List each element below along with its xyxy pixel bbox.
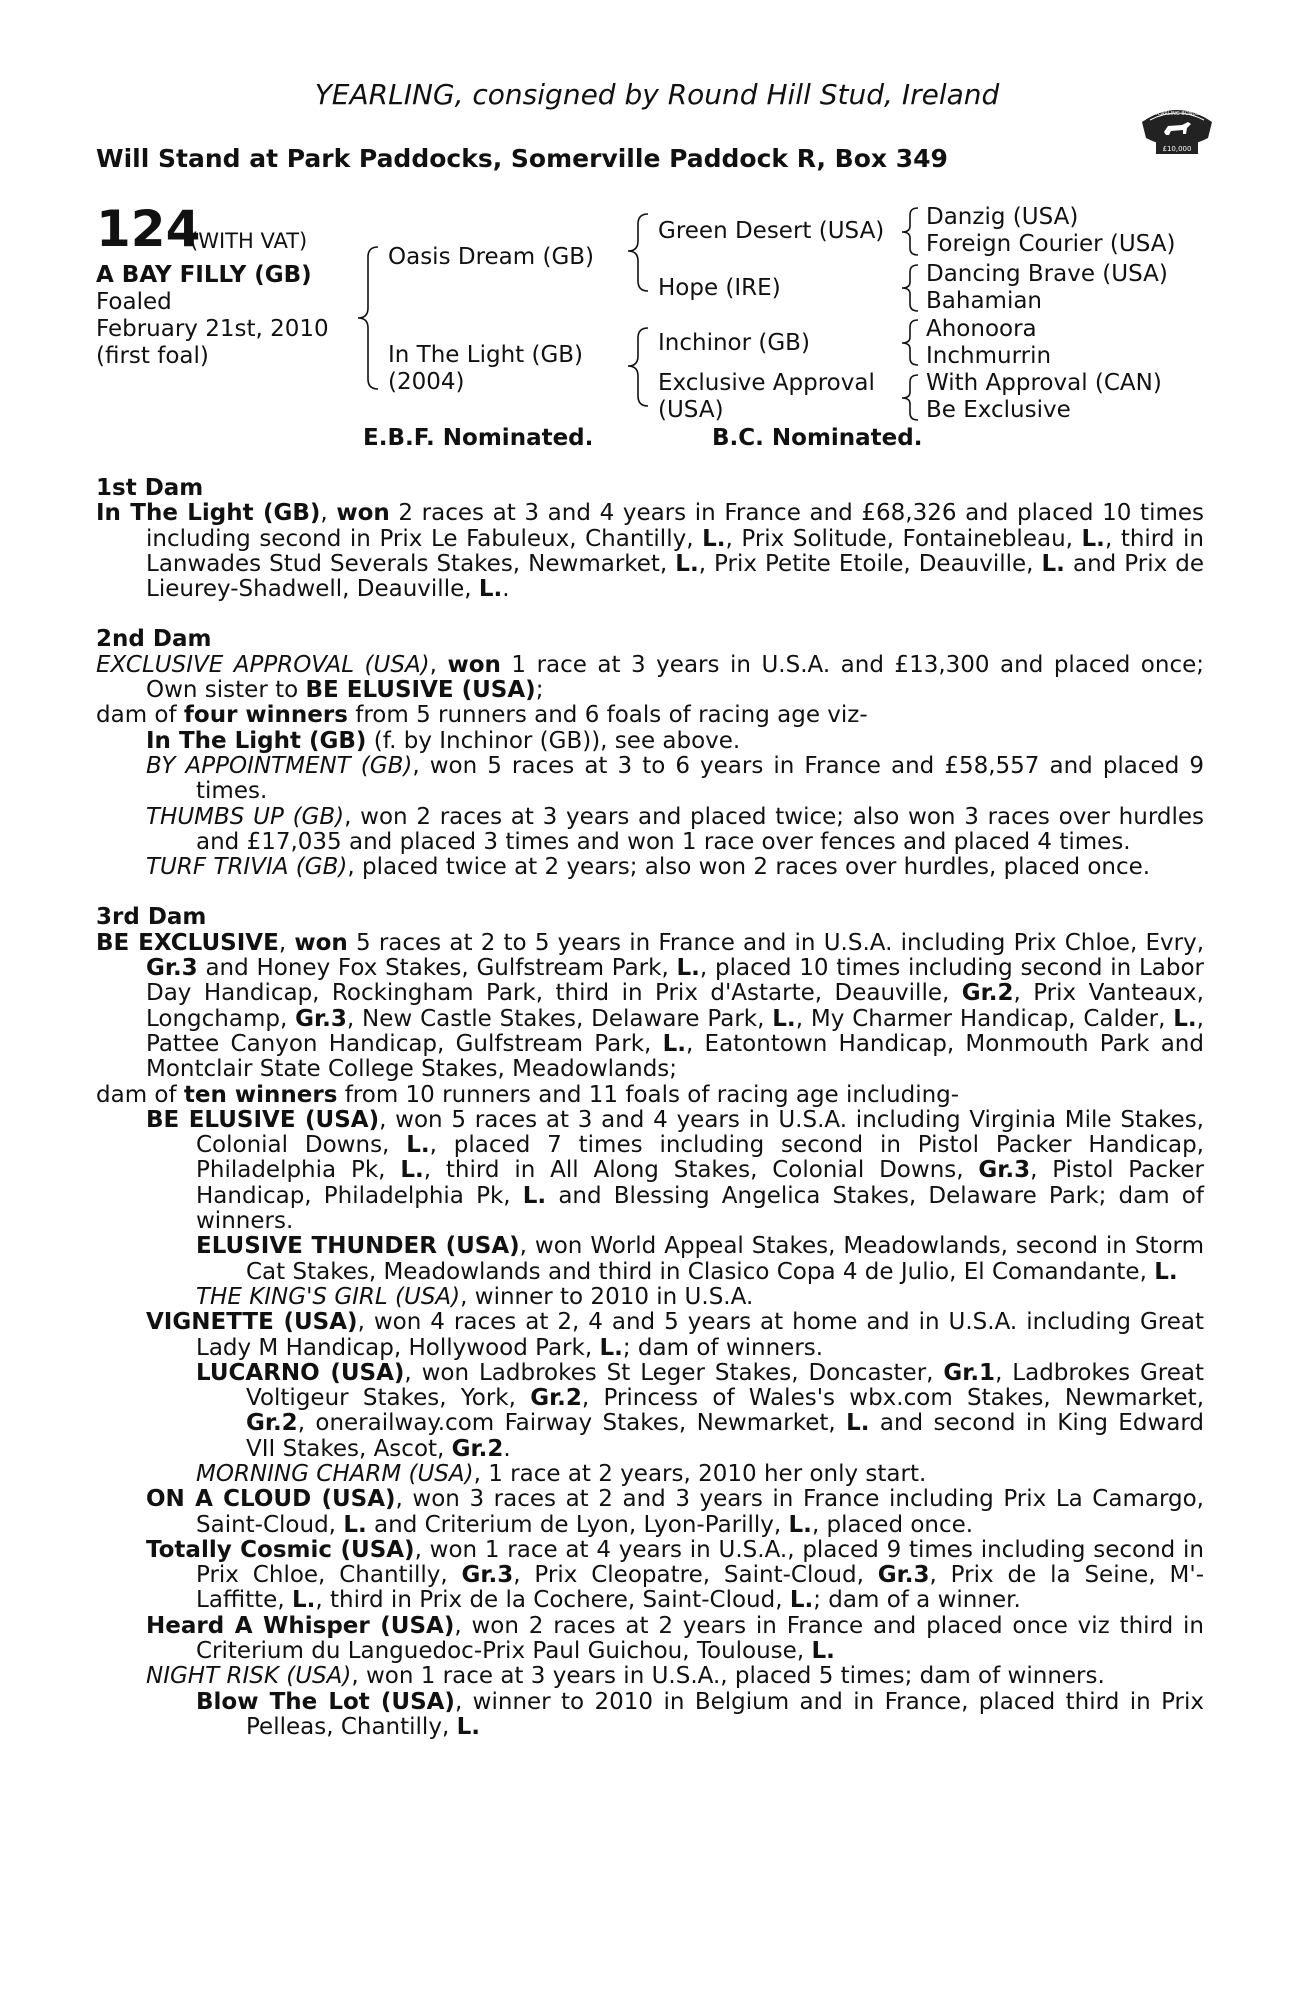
bold-run: L. xyxy=(1041,550,1065,577)
text-run: , third in Lanwades Stud Severals Stakes, Newmarket, xyxy=(146,525,1204,577)
pedigree-entry xyxy=(96,1285,1204,1310)
pedigree-entry xyxy=(96,1487,1204,1538)
text-run: , winner to 2010 in U.S.A. xyxy=(460,1283,754,1310)
bold-run: L. xyxy=(1154,1258,1178,1285)
pedigree-entry xyxy=(96,855,1204,880)
pedigree-dam-line2: (2004) xyxy=(388,369,465,395)
bold-run: Gr.2 xyxy=(451,1435,504,1462)
text-run: , won 1 race at 4 years in U.S.A., placed 9 times including second in Prix Chloe, Chantilly, xyxy=(196,1536,1204,1589)
text-run: , won 5 races at 3 to 6 years in France and £58,557 and placed 9 times. xyxy=(196,752,1204,805)
third-dam-section xyxy=(96,905,1204,1740)
text-run: , Prix Solitude, Fontainebleau, xyxy=(725,525,1082,552)
bold-run: Heard A Whisper (USA) xyxy=(146,1612,455,1639)
bold-run: ON A CLOUD (USA) xyxy=(146,1486,396,1513)
bold-run: BE ELUSIVE (USA) xyxy=(305,677,536,704)
bold-run: ten winners xyxy=(183,1081,338,1108)
text-run: , placed once. xyxy=(811,1511,974,1538)
bold-run: Gr.3 xyxy=(461,1562,514,1589)
bold-run: Gr.3 xyxy=(146,955,198,982)
pedigree-entry xyxy=(96,703,1204,728)
bold-run: L. xyxy=(846,1410,870,1437)
text-run: , Pistol Packer Handicap, Philadelphia Pk, xyxy=(196,1157,1204,1209)
bold-run: L. xyxy=(599,1334,623,1361)
pedigree-sire-dam: Hope (IRE) xyxy=(658,275,781,301)
brace-main xyxy=(358,247,378,389)
bold-run: L. xyxy=(662,1030,686,1057)
pedigree-entry xyxy=(96,1310,1204,1361)
text-run: , My Charmer Handicap, Calder, xyxy=(795,1005,1174,1032)
brace-gs1 xyxy=(902,208,918,255)
pedigree-entry xyxy=(96,1462,1204,1487)
brace-gs4 xyxy=(902,375,918,420)
bc-nominated: B.C. Nominated. xyxy=(712,425,923,451)
pedigree-gs1: Danzig (USA) xyxy=(926,204,1079,230)
pedigree-gs7: With Approval (CAN) xyxy=(926,370,1162,396)
text-run: dam of xyxy=(96,1081,184,1108)
bold-run: Gr.1 xyxy=(943,1359,996,1386)
pedigree-entry xyxy=(96,1614,1204,1665)
foaled-label: Foaled xyxy=(96,289,172,315)
text-run: , onerailway.com Fairway Stakes, Newmarket, xyxy=(297,1410,847,1437)
bold-run: L. xyxy=(702,525,726,552)
bold-run: L. xyxy=(676,955,700,982)
bold-run: Gr.2 xyxy=(530,1385,582,1412)
text-run: and Blessing Angelica Stakes, Delaware Park; dam of winners. xyxy=(196,1182,1204,1235)
catalogue-subtitle: YEARLING, consigned by Round Hill Stud, Ireland xyxy=(314,78,1000,111)
badge-amount: £10,000 xyxy=(1162,145,1192,153)
bold-run: Blow The Lot (USA) xyxy=(196,1688,455,1715)
third-dam-title: 3rd Dam xyxy=(96,904,207,931)
text-run: . xyxy=(503,1435,511,1462)
text-run: and Honey Fox Stakes, Gulfstream Park, xyxy=(197,955,677,982)
text-run: , won 1 race at 3 years in U.S.A., placed 5 times; dam of winners. xyxy=(351,1663,1105,1690)
bold-run: L. xyxy=(522,1182,547,1209)
pedigree-entry xyxy=(96,1083,1204,1108)
text-run: and second in King Edward VII Stakes, Ascot, xyxy=(246,1410,1204,1462)
text-run: dam of xyxy=(96,702,184,729)
text-run: ; dam of winners. xyxy=(622,1334,824,1361)
bold-run: L. xyxy=(789,1587,814,1614)
vat-note: (WITH VAT) xyxy=(190,229,308,253)
pedigree-entry xyxy=(96,1690,1204,1741)
bold-run: L. xyxy=(1173,1005,1197,1032)
bold-run: four winners xyxy=(183,702,348,729)
text-run: , third in All Along Stakes, Colonial Downs, xyxy=(423,1157,979,1184)
text-run: ; xyxy=(535,677,544,704)
first-dam-title: 1st Dam xyxy=(96,475,204,501)
bold-run: won xyxy=(294,929,348,956)
bold-run: won xyxy=(336,500,390,527)
bold-run: Gr.2 xyxy=(246,1410,298,1437)
bold-run: L. xyxy=(456,1713,480,1740)
horse-name: A BAY FILLY (GB) xyxy=(96,262,312,288)
bold-run: L. xyxy=(478,576,503,603)
bold-run: VIGNETTE (USA) xyxy=(146,1309,358,1336)
pedigree-gs2: Foreign Courier (USA) xyxy=(926,231,1176,257)
bold-run: ELUSIVE THUNDER (USA) xyxy=(196,1233,520,1260)
bold-run: LUCARNO (USA) xyxy=(196,1359,405,1386)
text-run: and Criterium de Lyon, Lyon-Parilly, xyxy=(366,1511,789,1538)
text-run: , placed twice at 2 years; also won 2 races over hurdles, placed once. xyxy=(347,854,1151,881)
pedigree-entry xyxy=(96,653,1204,704)
text-run: , won 2 races at 3 years and placed twice; also won 3 races over hurdles and £17,035 and placed 3 times and won 1 race over fences and placed 4 times. xyxy=(196,803,1204,855)
text-run: , third in Prix de la Cochere, Saint-Cloud, xyxy=(315,1587,790,1614)
text-run: from 10 runners and 11 foals of racing age including- xyxy=(337,1081,960,1108)
bold-run: Gr.3 xyxy=(877,1562,930,1589)
text-run: , Prix Cleopatre, Saint-Cloud, xyxy=(513,1562,878,1589)
first-dam-paragraph xyxy=(96,501,1204,602)
italic-run: THE KING'S GIRL (USA) xyxy=(196,1283,461,1310)
text-run: , Ladbrokes Great Voltigeur Stakes, York, xyxy=(246,1359,1204,1412)
italic-run: TURF TRIVIA (GB) xyxy=(146,854,348,881)
bold-run: L. xyxy=(343,1511,367,1538)
pedigree-entry xyxy=(96,805,1204,856)
italic-run: MORNING CHARM (USA) xyxy=(196,1460,474,1487)
text-run: , placed 7 times including second in Pistol Packer Handicap, Philadelphia Pk, xyxy=(196,1132,1204,1184)
bold-run: In The Light (GB) xyxy=(146,727,367,754)
text-run: and Prix de Lieurey-Shadwell, Deauville, xyxy=(146,550,1204,603)
pedigree-entry xyxy=(96,754,1204,805)
bold-run: Gr.3 xyxy=(295,1005,347,1032)
bold-run: L. xyxy=(400,1157,424,1184)
text-run: , xyxy=(429,651,448,678)
text-run: , Prix de la Seine, M'-Laffitte, xyxy=(196,1562,1204,1614)
third-dam-entries xyxy=(96,931,1204,1741)
bold-run: In The Light (GB) xyxy=(96,500,321,527)
pedigree-entry xyxy=(96,1234,1204,1285)
text-run: , won 3 races at 2 and 3 years in France including Prix La Camargo, Saint-Cloud, xyxy=(196,1486,1204,1538)
lot-number: 124 xyxy=(96,200,201,258)
brace-dam xyxy=(628,328,648,406)
text-run: 5 races at 2 to 5 years in France and in U.S.A. including Prix Chloe, Evry, xyxy=(347,929,1205,956)
foaled-date: February 21st, 2010 xyxy=(96,316,329,342)
bold-run: L. xyxy=(675,550,699,577)
text-run: , won World Appeal Stakes, Meadowlands, second in Storm Cat Stakes, Meadowlands and third in Clasico Copa 4 de Julio, El Comandante, xyxy=(246,1233,1204,1285)
bold-run: L. xyxy=(788,1511,812,1538)
italic-run: NIGHT RISK (USA) xyxy=(146,1663,352,1690)
text-run: from 5 runners and 6 foals of racing age viz- xyxy=(347,702,868,729)
second-dam-entries xyxy=(96,653,1204,881)
pedigree-entry xyxy=(96,729,1204,754)
text-run: . xyxy=(502,576,510,603)
pedigree-dam-line1: In The Light (GB) xyxy=(388,342,584,368)
text-run: ; dam of a winner. xyxy=(813,1587,1021,1614)
first-foal-note: (first foal) xyxy=(96,343,209,369)
pedigree-gs8: Be Exclusive xyxy=(926,397,1071,423)
bold-run: Totally Cosmic (USA) xyxy=(146,1536,415,1563)
text-run: , Eatontown Handicap, Monmouth Park and Montclair State College Stakes, Meadowlands; xyxy=(146,1030,1204,1083)
badge-text: YEARLING BONUS xyxy=(1154,111,1200,117)
text-run: , won 5 races at 3 and 4 years in U.S.A. including Virginia Mile Stakes, Colonial Downs, xyxy=(196,1106,1204,1159)
bold-run: BE ELUSIVE (USA) xyxy=(146,1106,380,1133)
text-run: , 1 race at 2 years, 2010 her only start. xyxy=(473,1460,927,1487)
pedigree-gs4: Bahamian xyxy=(926,288,1043,314)
bold-run: L. xyxy=(811,1638,835,1665)
text-run: , xyxy=(278,929,295,956)
brace-sire xyxy=(628,214,648,291)
pedigree-gs5: Ahonoora xyxy=(926,316,1037,342)
stand-location: Will Stand at Park Paddocks, Somerville Paddock R, Box 349 xyxy=(96,144,948,173)
italic-run: BY APPOINTMENT (GB) xyxy=(146,752,413,779)
bold-run: L. xyxy=(406,1132,430,1159)
first-dam-section xyxy=(96,476,1204,602)
pedigree-sire: Oasis Dream (GB) xyxy=(388,244,595,270)
bold-run: L. xyxy=(772,1005,796,1032)
bold-run: BE EXCLUSIVE xyxy=(96,929,279,956)
text-run: , won 4 races at 2, 4 and 5 years at home and in U.S.A. including Great Lady M Handicap, Hollywood Park, xyxy=(196,1309,1204,1361)
pedigree-gs6: Inchmurrin xyxy=(926,343,1052,369)
text-run: , winner to 2010 in Belgium and in France, placed third in Prix Pelleas, Chantilly, xyxy=(246,1688,1204,1740)
text-run: , placed 10 times including second in Labor Day Handicap, Rockingham Park, third in Prix d'Astarte, Deauville, xyxy=(146,955,1204,1007)
bold-run: Gr.3 xyxy=(978,1157,1031,1184)
brace-gs2 xyxy=(902,265,918,311)
pedigree-dam-dam-line1: Exclusive Approval xyxy=(658,370,875,396)
text-run: , Pattee Canyon Handicap, Gulfstream Park, xyxy=(146,1005,1204,1057)
text-run: , Prix Petite Etoile, Deauville, xyxy=(698,550,1042,577)
text-run: , won Ladbrokes St Leger Stakes, Doncaster, xyxy=(404,1359,944,1386)
text-run: , New Castle Stakes, Delaware Park, xyxy=(346,1005,773,1032)
bold-run: L. xyxy=(291,1587,316,1614)
pedigree-entry xyxy=(96,1361,1204,1462)
pedigree-entry xyxy=(96,1108,1204,1234)
pedigree-entry xyxy=(96,931,1204,1083)
pedigree-dam-sire: Inchinor (GB) xyxy=(658,330,810,356)
bold-run: L. xyxy=(1081,525,1105,552)
text-run: 1 race at 3 years in U.S.A. and £13,300 and placed once; Own sister to xyxy=(146,651,1205,704)
second-dam-title: 2nd Dam xyxy=(96,626,212,653)
text-run: , Princess of Wales's wbx.com Stakes, Newmarket, xyxy=(581,1385,1205,1412)
italic-run: THUMBS UP (GB) xyxy=(146,803,345,830)
pedigree-sire-sire: Green Desert (USA) xyxy=(658,218,885,244)
pedigree-gs3: Dancing Brave (USA) xyxy=(926,261,1168,287)
pedigree-entry xyxy=(96,1664,1204,1689)
second-dam-section xyxy=(96,627,1204,880)
pedigree-dam-dam-line2: (USA) xyxy=(658,397,724,423)
bold-run: Gr.2 xyxy=(961,980,1014,1007)
bold-run: won xyxy=(447,651,501,678)
text-run: (f. by Inchinor (GB)), see above. xyxy=(366,727,741,754)
italic-run: EXCLUSIVE APPROVAL (USA) xyxy=(96,651,430,678)
text-run: , Prix Vanteaux, Longchamp, xyxy=(146,980,1204,1032)
ebf-nominated: E.B.F. Nominated. xyxy=(363,425,594,451)
pedigree-entry xyxy=(96,1538,1204,1614)
text-run: , won 2 races at 2 years in France and placed once viz third in Criterium du Languedoc-Prix Paul Guichou, Toulouse, xyxy=(196,1612,1204,1665)
text-run: 2 races at 3 and 4 years in France and £68,326 and placed 10 times including second in Prix Le Fabuleux, Chantilly, xyxy=(146,500,1204,552)
catalogue-body xyxy=(96,476,1204,1765)
brace-gs3 xyxy=(902,320,918,365)
text-run: , xyxy=(320,500,337,527)
